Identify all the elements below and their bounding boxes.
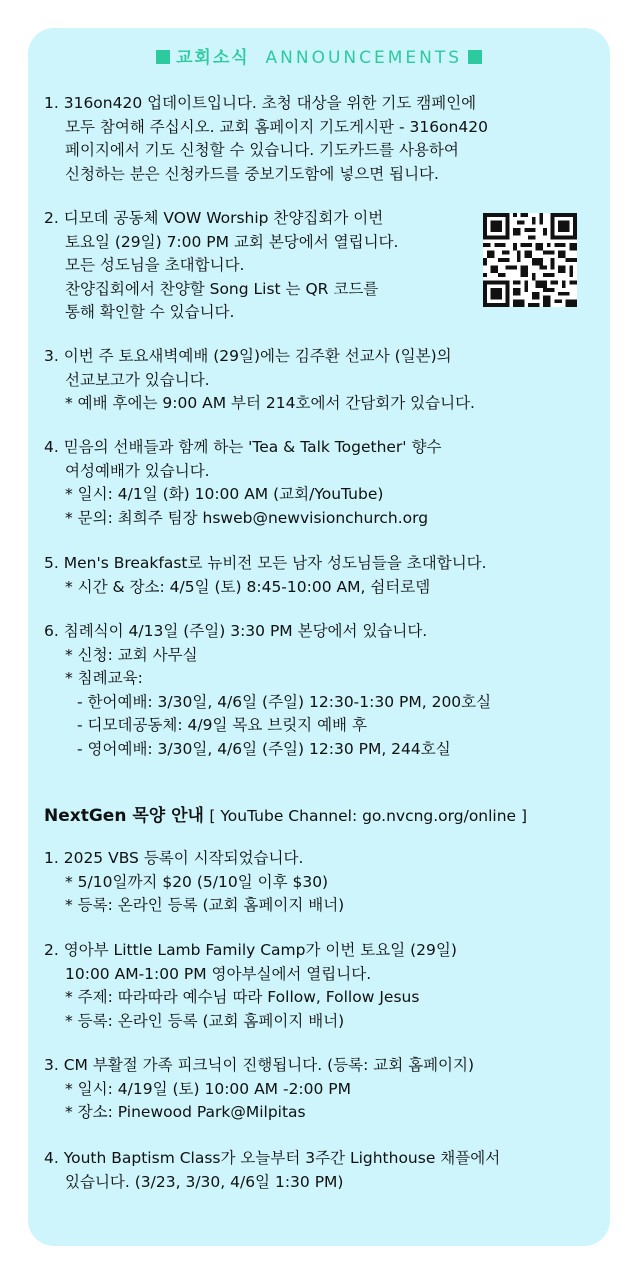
line: - 한어예배: 3/30일, 4/6일 (주일) 12:30-1:30 PM, 200호실 bbox=[77, 692, 492, 711]
line: 선교보고가 있습니다. bbox=[65, 370, 210, 389]
line: * 문의: 최희주 팀장 hsweb@newvisionchurch.org bbox=[65, 508, 429, 527]
nextgen-item-4 bbox=[44, 1147, 604, 1194]
line: * 일시: 4/19일 (토) 10:00 AM -2:00 PM bbox=[65, 1079, 352, 1098]
line: 모두 참여해 주십시오. 교회 홈페이지 기도게시판 - 316on420 bbox=[65, 117, 488, 136]
line: 1. 2025 VBS 등록이 시작되었습니다. bbox=[44, 849, 304, 867]
line: * 주제: 따라따라 예수님 따라 Follow, Follow Jesus bbox=[65, 988, 420, 1006]
line: 3. CM 부활절 가족 피크닉이 진행됩니다. (등록: 교회 홈페이지) bbox=[44, 1056, 475, 1074]
nextgen-item-2 bbox=[44, 939, 604, 1033]
announcement-item-4 bbox=[44, 436, 604, 530]
line: 2. 디모데 공동체 VOW Worship 찬양집회가 이번 bbox=[44, 209, 384, 227]
announcement-item-1 bbox=[44, 92, 604, 186]
announcements-header bbox=[0, 43, 638, 68]
announcement-item-3 bbox=[44, 345, 604, 416]
announcement-item-5 bbox=[44, 552, 604, 599]
line: 신청하는 분은 신청카드를 중보기도함에 넣으면 됩니다. bbox=[65, 164, 439, 183]
square-bullet-icon bbox=[468, 50, 482, 64]
line: 4. Youth Baptism Class가 오늘부터 3주간 Lighthouse 채플에서 bbox=[44, 1149, 501, 1167]
line: - 영어예배: 3/30일, 4/6일 (주일) 12:30 PM, 244호실 bbox=[77, 739, 451, 758]
line: - 디모데공동체: 4/9일 목요 브릿지 예배 후 bbox=[77, 716, 367, 734]
qr-code-icon[interactable] bbox=[483, 213, 577, 307]
nextgen-item-3 bbox=[44, 1054, 604, 1125]
line: * 등록: 온라인 등록 (교회 홈페이지 배너) bbox=[65, 896, 345, 914]
header-english: ANNOUNCEMENTS bbox=[265, 48, 463, 68]
line: 6. 침례식이 4/13일 (주일) 3:30 PM 본당에서 있습니다. bbox=[44, 622, 428, 640]
nextgen-item-1 bbox=[44, 847, 604, 918]
line: 5. Men's Breakfast로 뉴비전 모든 남자 성도님들을 초대합니다. bbox=[44, 554, 487, 572]
line: 모든 성도님을 초대합니다. bbox=[65, 256, 245, 274]
line: * 등록: 온라인 등록 (교회 홈페이지 배너) bbox=[65, 1011, 345, 1030]
line: 토요일 (29일) 7:00 PM 교회 본당에서 열립니다. bbox=[65, 232, 399, 251]
line: * 일시: 4/1일 (화) 10:00 AM (교회/YouTube) bbox=[65, 485, 384, 503]
announcement-item-6 bbox=[44, 620, 604, 761]
line: 4. 믿음의 선배들과 함께 하는 'Tea & Talk Together' 향수 bbox=[44, 438, 442, 456]
line: * 5/10일까지 $20 (5/10일 이후 $30) bbox=[65, 872, 329, 891]
line: 3. 이번 주 토요새벽예배 (29일)에는 김주환 선교사 (일본)의 bbox=[44, 347, 452, 365]
line: * 장소: Pinewood Park@Milpitas bbox=[65, 1103, 306, 1121]
nextgen-heading bbox=[44, 801, 527, 826]
line: * 시간 & 장소: 4/5일 (토) 8:45-10:00 AM, 쉼터로뎀 bbox=[65, 577, 431, 596]
header-korean: 교회소식 bbox=[175, 48, 250, 68]
square-bullet-icon bbox=[156, 50, 170, 64]
line: 10:00 AM-1:00 PM 영아부실에서 열립니다. bbox=[65, 964, 372, 983]
line: 있습니다. (3/23, 3/30, 4/6일 1:30 PM) bbox=[65, 1172, 344, 1191]
line: * 신청: 교회 사무실 bbox=[65, 645, 198, 664]
line: * 예배 후에는 9:00 AM 부터 214호에서 간담회가 있습니다. bbox=[65, 394, 475, 412]
nextgen-title: NextGen 목양 안내 bbox=[44, 806, 204, 826]
line: 페이지에서 기도 신청할 수 있습니다. 기도카드를 사용하여 bbox=[65, 141, 459, 159]
line: 찬양집회에서 찬양할 Song List 는 QR 코드를 bbox=[65, 279, 379, 298]
youtube-channel-link[interactable]: [ YouTube Channel: go.nvcng.org/online ] bbox=[209, 807, 528, 825]
line: 여성예배가 있습니다. bbox=[65, 461, 210, 480]
line: 1. 316on420 업데이트입니다. 초청 대상을 위한 기도 캠페인에 bbox=[44, 94, 477, 112]
line: 통해 확인할 수 있습니다. bbox=[65, 303, 235, 321]
line: * 침례교육: bbox=[65, 669, 143, 687]
line: 2. 영아부 Little Lamb Family Camp가 이번 토요일 (29일) bbox=[44, 941, 457, 959]
